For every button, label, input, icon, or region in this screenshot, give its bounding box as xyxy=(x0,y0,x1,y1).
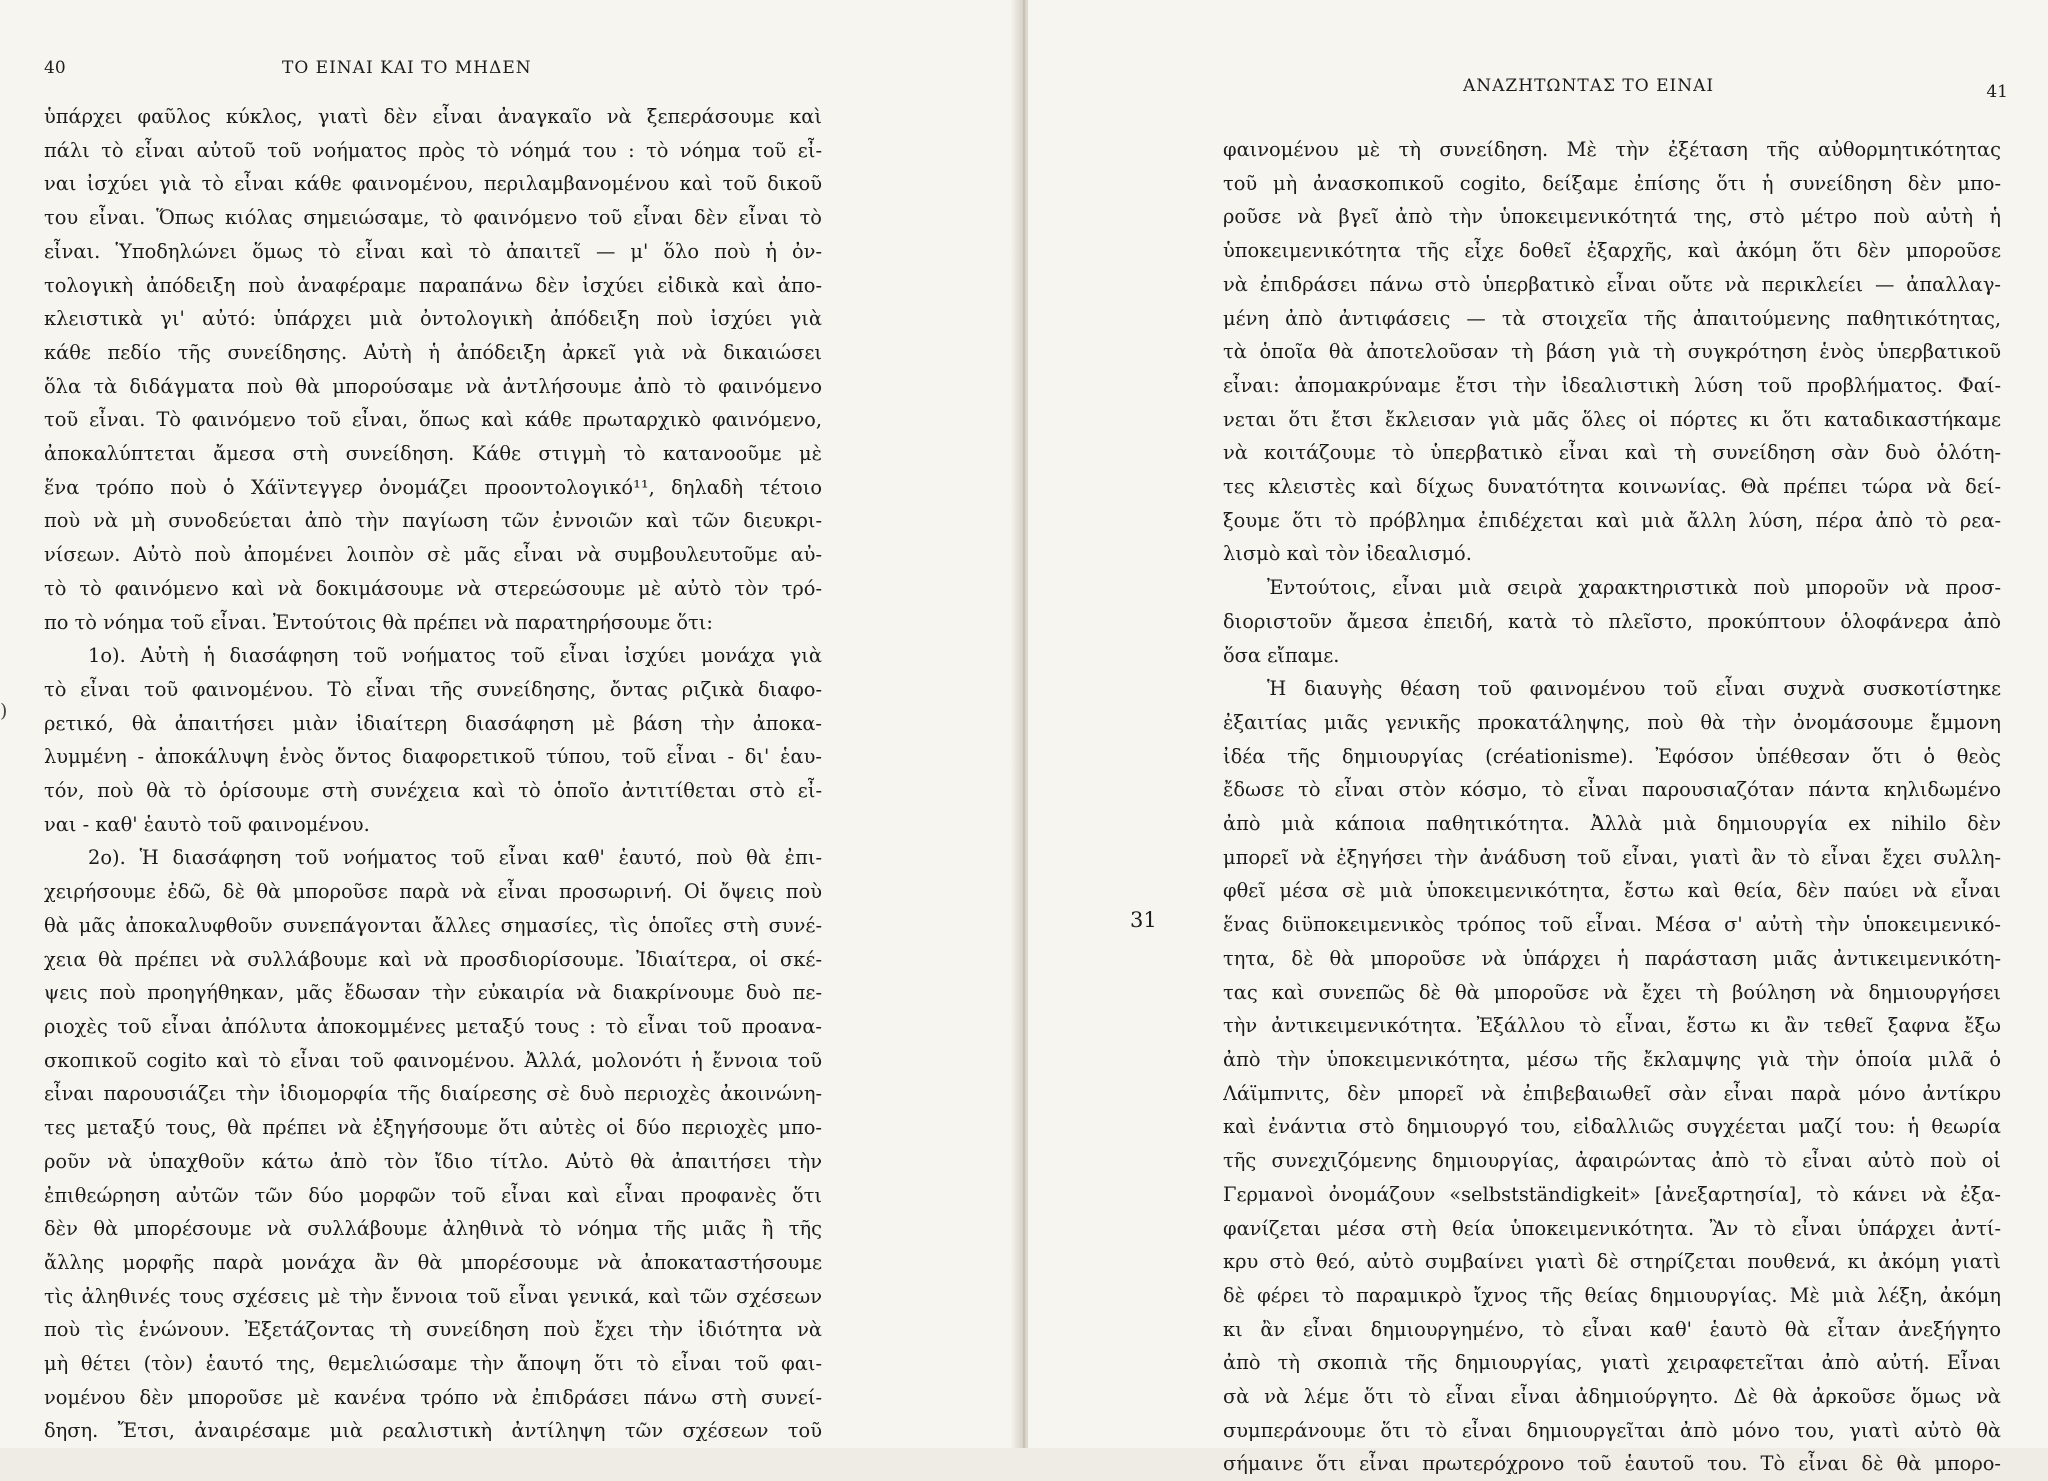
text-line: Γερμανοὶ ὀνομάζουν «selbstständigkeit» [ἀνεξαρτησία], τὸ κάνει νὰ ἐξα- xyxy=(1223,1182,2001,1206)
text-line: ὅσα εἴπαμε. xyxy=(1223,643,1340,667)
text-line: ποὺ νὰ μὴ συνοδεύεται ἀπὸ τὴν παγίωση τῶν ἐννοιῶν καὶ τῶν διευκρι- xyxy=(44,509,822,533)
text-line: ναι - καθ' ἑαυτὸ τοῦ φαινομένου. xyxy=(44,812,370,836)
right-page xyxy=(1028,0,2048,1476)
text-line: ἕνας διϋποκειμενικὸς τρόπος τοῦ εἶναι. Μέσα σ' αὐτὴ τὴν ὑποκειμενικό- xyxy=(1223,913,2001,937)
text-line: ἕνα τρόπο ποὺ ὁ Χάϊντεγγερ ὀνομάζει προοντολογικό¹¹, δηλαδὴ τέτοιο xyxy=(44,475,822,499)
text-line: ἀπὸ μιὰ κάποια παθητικότητα. Ἀλλὰ μιὰ δημιουργία ex nihilo δὲν xyxy=(1223,812,2001,836)
text-line: τὸ εἶναι τοῦ φαινομένου. Τὸ εἶναι τῆς συνείδησης, ὄντας ριζικὰ διαφο- xyxy=(44,677,822,701)
text-line: ὑπάρχει φαῦλος κύκλος, γιατὶ δὲν εἶναι ἀναγκαῖο νὰ ξεπεράσουμε καὶ xyxy=(44,105,822,128)
text-line: τητα, δὲ θὰ μποροῦσε νὰ ὑπάρχει ἡ παράσταση μιᾶς ἀντικειμενικότη- xyxy=(1223,946,2001,970)
text-line: πάλι τὸ εἶναι αὐτοῦ τοῦ νοήματος πρὸς τὸ νόημά του : τὸ νόημα τοῦ εἶ- xyxy=(44,138,822,162)
text-line: κι ἂν εἶναι δημιουργημένο, τὸ εἶναι καθ' ἑαυτὸ θὰ εἶταν ἀνεξήγητο xyxy=(1223,1317,2001,1341)
text-line: καὶ ἐνάντια στὸ δημιουργό του, εἰδαλλιῶς συγχέεται μαζί του: ἡ θεωρία xyxy=(1223,1115,2001,1139)
text-line: εἶναι. Ὑποδηλώνει ὅμως τὸ εἶναι καὶ τὸ ἀπαιτεῖ — μ' ὅλο ποὺ ἡ ὀν- xyxy=(44,239,822,263)
text-line: φθεῖ μέσα σὲ μιὰ ὑποκειμενικότητα, ἔστω καὶ θεία, δὲν παύει νὰ εἶναι xyxy=(1223,879,2001,903)
text-line: χειρήσουμε ἐδῶ, δὲ θὰ μποροῦσε παρὰ νὰ εἶναι προσωρινή. Οἱ ὄψεις ποὺ xyxy=(44,880,822,904)
text-line: τὴν ἀντικειμενικότητα. Ἐξάλλου τὸ εἶναι, ἔστω κι ἂν τεθεῖ ξαφνα ἔξω xyxy=(1223,1014,2001,1038)
text-line: ἄλλης μορφῆς παρὰ μονάχα ἂν θὰ μπορέσουμε νὰ ἀποκαταστήσουμε xyxy=(44,1250,822,1274)
text-line: ξουμε ὅτι τὸ πρόβλημα ἐπιδέχεται καὶ μιὰ ἄλλη λύση, πέρα ἀπὸ τὸ ρεα- xyxy=(1223,508,2001,532)
text-line: 2ο). Ἡ διασάφηση τοῦ νοήματος τοῦ εἶναι καθ' ἑαυτό, ποὺ θὰ ἐπι- xyxy=(88,846,822,870)
text-line: μὴ θέτει (τὸν) ἑαυτό της, θεμελιώσαμε τὴν ἄποψη ὅτι τὸ εἶναι τοῦ φαι- xyxy=(44,1352,822,1376)
page-number: 40 xyxy=(44,58,66,78)
text-line: τολογικὴ ἀπόδειξη ποὺ ἀναφέραμε παραπάνω δὲν ἰσχύει εἰδικὰ καὶ ἀπο- xyxy=(44,273,822,297)
text-line: Ἡ διαυγὴς θέαση τοῦ φαινομένου τοῦ εἶναι συχνὰ συσκοτίστηκε xyxy=(1267,677,2001,701)
text-line: ἐπιθεώρηση αὐτῶν τῶν δύο μορφῶν τοῦ εἶναι καὶ εἶναι προφανὲς ὅτι xyxy=(44,1183,822,1207)
text-line: ποὺ τὶς ἑνώνουν. Ἐξετάζοντας τὴ συνείδηση ποὺ ἔχει τὴν ἰδιότητα νὰ xyxy=(44,1318,822,1342)
text-line: νομένου δὲν μποροῦσε μὲ κανένα τρόπο νὰ ἐπιδράσει πάνω στὴ συνεί- xyxy=(44,1385,822,1409)
text-line: ρετικό, θὰ ἀπαιτήσει μιὰν ἰδιαίτερη διασάφηση μὲ βάση τὴν ἀποκα- xyxy=(44,711,822,735)
text-line: χεια θὰ πρέπει νὰ συλλάβουμε καὶ νὰ προσδιορίσουμε. Ἰδιαίτερα, οἱ σκέ- xyxy=(44,947,822,971)
text-line: 1ο). Αὐτὴ ἡ διασάφηση τοῦ νοήματος τοῦ εἶναι ἰσχύει μονάχα γιὰ xyxy=(88,644,822,668)
text-line: κλειστικὰ γι' αὐτό: ὑπάρχει μιὰ ὀντολογικὴ ἀπόδειξη ποὺ ἰσχύει γιὰ xyxy=(44,307,822,331)
text-line: τοῦ μὴ ἀνασκοπικοῦ cogito, δείξαμε ἐπίσης ὅτι ἡ συνείδηση δὲν μπο- xyxy=(1223,171,2001,195)
text-line: Λάϊμπνιτς, δὲν μπορεῖ νὰ ἐπιβεβαιωθεῖ σὰν εἶναι παρὰ μόνο ἀντίκρυ xyxy=(1223,1081,2001,1105)
text-line: λισμὸ καὶ τὸν ἰδεαλισμό. xyxy=(1223,542,1472,566)
text-line: μπορεῖ νὰ ἐξηγήσει τὴν ἀνάδυση τοῦ εἶναι, γιατὶ ἂν τὸ εἶναι ἔχει συλλη- xyxy=(1223,845,2001,869)
text-line: φαινομένου μὲ τὴ συνείδηση. Μὲ τὴν ἐξέταση τῆς αὐθορμητικότητας xyxy=(1223,138,2001,161)
running-header: ΤΟ ΕΙΝΑΙ ΚΑΙ ΤΟ ΜΗΔΕΝ xyxy=(282,58,532,78)
margin-mark: ) xyxy=(0,700,8,722)
text-line: φανίζεται μέσα στὴ θεία ὑποκειμενικότητα. Ἂν τὸ εἶναι ὑπάρχει ἀντί- xyxy=(1223,1216,2001,1240)
text-line: τὶς ἀληθινές τους σχέσεις μὲ τὴν ἔννοια τοῦ εἶναι γενικά, καὶ τῶν σχέσεων xyxy=(44,1284,822,1308)
text-line: νὰ ἐπιδράσει πάνω στὸ ὑπερβατικὸ εἶναι οὔτε νὰ περικλείει — ἀπαλλαγ- xyxy=(1223,272,2001,296)
text-line: ναι ἰσχύει γιὰ τὸ εἶναι κάθε φαινομένου, περιλαμβανομένου καὶ τοῦ δικοῦ xyxy=(44,172,822,196)
text-line: κρυ στὸ θεό, αὐτὸ συμβαίνει γιατὶ δὲ στηρίζεται πουθενά, κι ἀκόμη γιατὶ xyxy=(1223,1250,2001,1274)
text-line: τὸ τὸ φαινόμενο καὶ νὰ δοκιμάσουμε νὰ στερεώσουμε μὲ αὐτὸ τὸν τρό- xyxy=(44,576,822,600)
text-line: εἶναι παρουσιάζει τὴν ἰδιομορφία τῆς διαίρεσης σὲ δυὸ περιοχὲς ἀκοινώνη- xyxy=(44,1082,822,1106)
text-line: τὰ ὁποῖα θὰ ἀποτελοῦσαν τὴ βάση γιὰ τὴ συγκρότηση ἑνὸς ὑπερβατικοῦ xyxy=(1223,340,2001,364)
text-line: ἀπὸ τὴν ὑποκειμενικότητα, μέσω τῆς ἔκλαμψης γιὰ τὴν ὁποία μιλᾶ ὁ xyxy=(1223,1047,2001,1071)
text-line: ὅλα τὰ διδάγματα ποὺ θὰ μπορούσαμε νὰ ἀντλήσουμε ἀπὸ τὸ φαινόμενο xyxy=(44,374,822,398)
text-line: νὰ κοιτάζουμε τὸ ὑπερβατικὸ εἶναι καὶ τὴ συνείδηση σὰν δυὸ ὁλότη- xyxy=(1223,441,2001,465)
text-line: ἀπὸ τὴ σκοπιὰ τῆς δημιουργίας, γιατὶ χειραφετεῖται ἀπὸ αὐτή. Εἶναι xyxy=(1223,1351,2001,1375)
text-line: δὲν θὰ μπορέσουμε νὰ συλλάβουμε ἀληθινὰ τὸ νόημα τῆς μιᾶς ἢ τῆς xyxy=(44,1217,822,1241)
text-line: συμπεράνουμε ὅτι τὸ εἶναι δημιουργεῖται ἀπὸ μόνο του, γιατὶ αὐτὸ θὰ xyxy=(1223,1418,2001,1442)
text-line: ἀποκαλύπτεται ἄμεσα στὴ συνείδηση. Κάθε στιγμὴ τὸ κατανοοῦμε μὲ xyxy=(44,442,822,466)
text-line: εἶναι: ἀπομακρύναμε ἔτσι τὴν ἰδεαλιστικὴ λύση τοῦ προβλήματος. Φαί- xyxy=(1223,373,2001,397)
text-line: δὲ φέρει τὸ παραμικρὸ ἴχνος τῆς θείας δημιουργίας. Μὲ μιὰ λέξη, ἀκόμη xyxy=(1223,1283,2001,1307)
left-page xyxy=(0,0,1020,1448)
text-line: μένη ἀπὸ ἀντιφάσεις — τὰ στοιχεῖα τῆς ἀπαιτούμενης παθητικότητας, xyxy=(1223,306,2001,330)
body-text xyxy=(44,100,822,1448)
text-line: τες μεταξύ τους, θὰ πρέπει νὰ ἐξηγήσουμε ὅτι αὐτὲς οἱ δύο περιοχὲς μπο- xyxy=(44,1116,822,1140)
text-line: τες κλειστὲς καὶ δίχως δυνατότητα κοινωνίας. Θὰ πρέπει τώρα νὰ δεί- xyxy=(1223,475,2001,499)
text-line: τοῦ εἶναι. Τὸ φαινόμενο τοῦ εἶναι, ὅπως καὶ κάθε πρωταρχικὸ φαινόμενο, xyxy=(44,408,822,432)
text-line: κάθε πεδίο τῆς συνείδησης. Αὐτὴ ἡ ἀπόδειξη ἀρκεῖ γιὰ νὰ δικαιώσει xyxy=(44,340,822,364)
text-line: ὑποκειμενικότητα τῆς εἶχε δοθεῖ ἐξαρχῆς, καὶ ἀκόμη ὅτι δὲν μποροῦσε xyxy=(1223,239,2001,263)
text-line: ριοχὲς τοῦ εἶναι ἀπόλυτα ἀποκομμένες μεταξύ τους : τὸ εἶναι τοῦ προανα- xyxy=(44,1014,822,1038)
text-line: του εἶναι. Ὅπως κιόλας σημειώσαμε, τὸ φαινόμενο τοῦ εἶναι δὲν εἶναι τὸ xyxy=(44,206,822,230)
text-line: ροῦν νὰ ὑπαχθοῦν κάτω ἀπὸ τὸν ἴδιο τίτλο. Αὐτὸ θὰ ἀπαιτήσει τὴν xyxy=(44,1149,822,1173)
text-line: δηση. Ἔτσι, ἀναιρέσαμε μιὰ ρεαλιστικὴ ἀντίληψη τῶν σχέσεων τοῦ xyxy=(44,1419,822,1443)
text-line: ἐξαιτίας μιᾶς γενικῆς προκατάληψης, ποὺ θὰ τὴν ὀνομάσουμε ἔμμονη xyxy=(1223,710,2001,734)
text-line: πο τὸ νόημα τοῦ εἶναι. Ἐντούτοις θὰ πρέπει νὰ παρατηρήσουμε ὅτι: xyxy=(44,610,713,634)
text-line: ἰδέα τῆς δημιουργίας (créationisme). Ἐφόσον ὑπέθεσαν ὅτι ὁ θεὸς xyxy=(1223,744,2001,768)
text-line: ψεις ποὺ προηγήθηκαν, μᾶς ἔδωσαν τὴν εὐκαιρία νὰ διακρίνουμε δυὸ πε- xyxy=(44,981,822,1005)
margin-line-number: 31 xyxy=(1130,908,1157,932)
text-line: σὰ νὰ λέμε ὅτι τὸ εἶναι εἶναι ἀδημιούργητο. Δὲ θὰ ἀρκοῦσε ὅμως νὰ xyxy=(1223,1385,2001,1409)
text-line: νίσεων. Αὐτὸ ποὺ ἀπομένει λοιπὸν σὲ μᾶς εἶναι νὰ συμβουλευτοῦμε αὐ- xyxy=(44,543,822,567)
text-line: ροῦσε νὰ βγεῖ ἀπὸ τὴν ὑποκειμενικότητά της, στὸ μέτρο ποὺ αὐτὴ ἡ xyxy=(1223,205,2001,229)
text-line: σήμαινε ὅτι εἶναι πρωτερόχρονο τοῦ ἑαυτοῦ του. Τὸ εἶναι δὲ θὰ μπορο- xyxy=(1223,1452,2001,1476)
text-line: τας καὶ συνεπῶς δὲ θὰ μποροῦσε νὰ ἔχει τὴ βούληση νὰ δημιουργήσει xyxy=(1223,980,2001,1004)
text-line: νεται ὅτι ἔτσι ἔκλεισαν γιὰ μᾶς ὅλες οἱ πόρτες κι ὅτι καταδικαστήκαμε xyxy=(1223,407,2001,431)
page-number: 41 xyxy=(1986,82,2008,102)
text-line: Ἐντούτοις, εἶναι μιὰ σειρὰ χαρακτηριστικὰ ποὺ μποροῦν νὰ προσ- xyxy=(1267,576,2001,600)
text-line: τόν, ποὺ θὰ τὸ ὁρίσουμε στὴ συνέχεια καὶ τὸ ὁποῖο ἀντιτίθεται στὸ εἶ- xyxy=(44,779,822,803)
text-line: σκοπικοῦ cogito καὶ τὸ εἶναι τοῦ φαινομένου. Ἀλλά, μολονότι ἡ ἔννοια τοῦ xyxy=(44,1048,822,1072)
text-line: ἔδωσε τὸ εἶναι στὸν κόσμο, τὸ εἶναι παρουσιαζόταν πάντα κηλιδωμένο xyxy=(1223,778,2001,802)
body-text xyxy=(1223,133,2001,1481)
running-header: ΑΝΑΖΗΤΩΝΤΑΣ ΤΟ ΕΙΝΑΙ xyxy=(1463,76,1715,96)
text-line: θὰ μᾶς ἀποκαλυφθοῦν συνεπάγονται ἄλλες σημασίες, τὶς ὁποῖες στὴ συνέ- xyxy=(44,913,822,937)
text-line: λυμμένη - ἀποκάλυψη ἑνὸς ὄντος διαφορετικοῦ τύπου, τοῦ εἶναι - δι' ἑαυ- xyxy=(44,745,822,769)
text-line: διοριστοῦν ἄμεσα ἐπειδή, κατὰ τὸ πλεῖστο, προκύπτουν ὁλοφάνερα ἀπὸ xyxy=(1223,609,2001,633)
text-line: τῆς συνεχιζόμενης δημιουργίας, ἀφαιρώντας ἀπὸ τὸ εἶναι αὐτὸ ποὺ οἱ xyxy=(1223,1149,2001,1173)
